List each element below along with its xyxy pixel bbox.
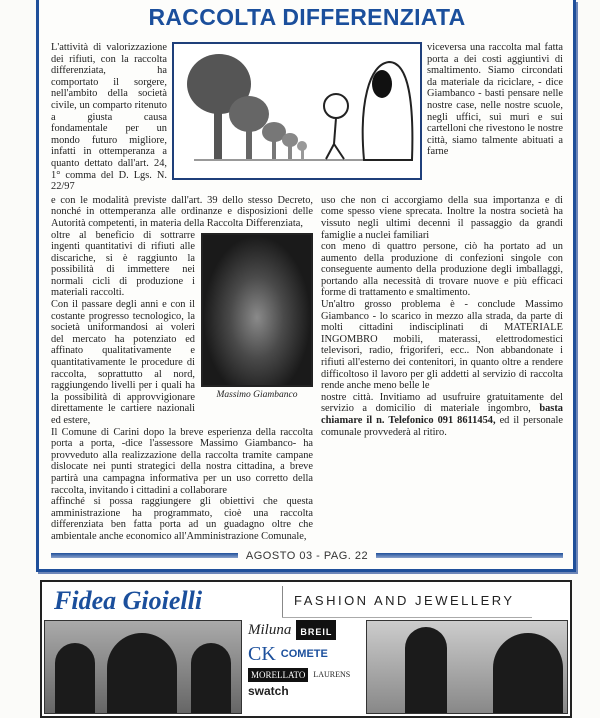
text: nostre città. Invitiamo ad usufruire gratuitamente del servizio a domicilio di materiale ingombro, bbox=[321, 391, 563, 415]
article-text-right-narrow bbox=[321, 241, 563, 392]
article-text-left-top: L'attività di valorizzazione dei rifiuti, con la raccolta differenziata, ha comportato il sorgere, nell'ambito della società civile, un comparto ritenuto a giusta causa fondamentale per un mondo futuro migliore, infatti in ottemperanza a quanto dettato dall'art. 24, 1° comma del D. Lgs. N. 22/97 bbox=[51, 42, 167, 193]
article-text-right-top: viceversa una raccolta mal fatta porta a dei costi aggiuntivi di smaltimento. Siamo circondati da materiale da riciclare, - dice Giambanco - basti pensare nelle nostre case, nelle nostre scuole, negli uffici, sui muri e sui cartelloni che rivestono le nostre città, siamo talmente abituati a farne bbox=[427, 42, 563, 158]
shop-photo-left bbox=[44, 620, 242, 714]
article-title: RACCOLTA DIFFERENZIATA bbox=[148, 4, 466, 30]
text: ed il personale comunale provvederà al ritiro. bbox=[321, 415, 563, 438]
article-columns bbox=[51, 195, 563, 543]
shop-window bbox=[191, 643, 231, 713]
paragraph: con meno di quattro persone, ciò ha portato ad un aumento della produzione di confezioni singole con conseguente aumento della produzione degli imballaggi, portando alla necessità di trovare nuove e più efficaci forme di trattamento e smaltimento. bbox=[321, 241, 563, 299]
article-top-row bbox=[51, 42, 563, 193]
phone-number-text: basta chiamare il n. Telefonico 091 8611454, bbox=[321, 403, 563, 426]
article-text-left-bottom: affinché si possa raggiungere gli obiettivi che questa amministrazione ha programmato, cioè una raccolta differenziata ben fatta porta ad un guadagno oltre che ambientale anche economico all'Amministrazione Comunale, bbox=[51, 496, 313, 542]
logo-comete: COMETE bbox=[280, 647, 328, 660]
paragraph: Un'altro grosso problema è - conclude Massimo Giambanco - lo scarico in mezzo alla strada, da parte di molti cittadini indisciplinati di MATERIALE INGOMBRO mobili, materassi, elettrodomestici televisori, radio, frigoriferi, ecc.. Non abbandonate i rifiuti all'esterno dei contenitori, in quanto oltre a rendere difficoltoso il lavoro per gli addetti al servizio di raccolta rende anche meno belle le bbox=[321, 299, 563, 392]
brand-logos bbox=[248, 620, 360, 714]
page-footer: AGOSTO 03 - PAG. 22 bbox=[245, 549, 369, 562]
logo-laurens: LAURENS bbox=[313, 669, 351, 679]
logo-ck: CK bbox=[248, 642, 276, 665]
paragraph: oltre al beneficio di sottrarre ingenti quantitativi di rifiuti alle discariche, si è raggiunto la possibilità di immettere nei normali cicli di produzione i materiali raccolti. bbox=[51, 229, 195, 299]
cartoon-illustration bbox=[174, 44, 420, 178]
logo-morellato: MORELLATO bbox=[248, 668, 308, 682]
divider bbox=[282, 617, 532, 618]
ad-tagline: FASHION AND JEWELLERY bbox=[294, 592, 515, 608]
shop-window bbox=[493, 633, 563, 713]
shop-door bbox=[107, 633, 177, 713]
logo-breil: BREIL bbox=[296, 620, 336, 640]
article-text-right-full: uso che non ci accorgiamo della sua importanza e di come spesso viene sprecata. Inoltre la nostra società ha vissuto negli ultimi decenni il passaggio da grandi famiglie a nuclei familiari bbox=[321, 194, 563, 241]
divider bbox=[282, 586, 283, 618]
paragraph: Il Comune di Carini dopo la breve esperienza della raccolta porta a porta, -dice l'assessore Massimo Giambanco- ha provveduto alla realizzazione della raccolta tramite campane dislocate nei punti strategici della nostra cittadina, a breve partirà una campagna informativa per un uso corretto della raccolta, invitando i cittadini a collaborare bbox=[51, 426, 313, 496]
portrait-figure bbox=[201, 233, 313, 401]
shop-door bbox=[405, 627, 447, 713]
article-text-left-full: e con le modalità previste dall'art. 39 dello stesso Decreto, nonché in ottemperanza alle ordinanze e disposizioni delle Autorità competenti, in materia della Raccolta Differenziata, bbox=[51, 194, 313, 229]
article-text-right-bottom bbox=[321, 392, 563, 438]
logo-miluna: Miluna bbox=[248, 621, 292, 638]
shop-window bbox=[55, 643, 95, 713]
footer-bar-left bbox=[51, 553, 238, 558]
ad-body bbox=[44, 620, 568, 714]
advertisement bbox=[40, 580, 572, 718]
photo-caption: Massimo Giambanco bbox=[216, 389, 298, 400]
footer-bar-right bbox=[376, 553, 563, 558]
portrait-photo bbox=[201, 233, 313, 387]
recycling-cartoon bbox=[172, 42, 422, 180]
logo-swatch: swatch bbox=[248, 683, 289, 698]
article-column-right bbox=[321, 195, 563, 438]
article-frame bbox=[36, 0, 576, 572]
paragraph: Con il passare degli anni e con il costante progresso tecnologico, la società uniformandosi ai voleri del mercato ha potenziato ed affinato qualitativamente e quantitativamente le procedure di raccolta, soprattutto al nord, raggiungendo livelli per i quali ha la possibilità di approvvigionare direttamente le cartiere nazionali ed estere, bbox=[51, 299, 195, 426]
ad-brand-name: Fidea Gioielli bbox=[54, 585, 203, 615]
article-column-left bbox=[51, 195, 313, 543]
ad-header bbox=[44, 584, 568, 620]
page-footer-row bbox=[51, 549, 563, 563]
shop-photo-right bbox=[366, 620, 568, 714]
